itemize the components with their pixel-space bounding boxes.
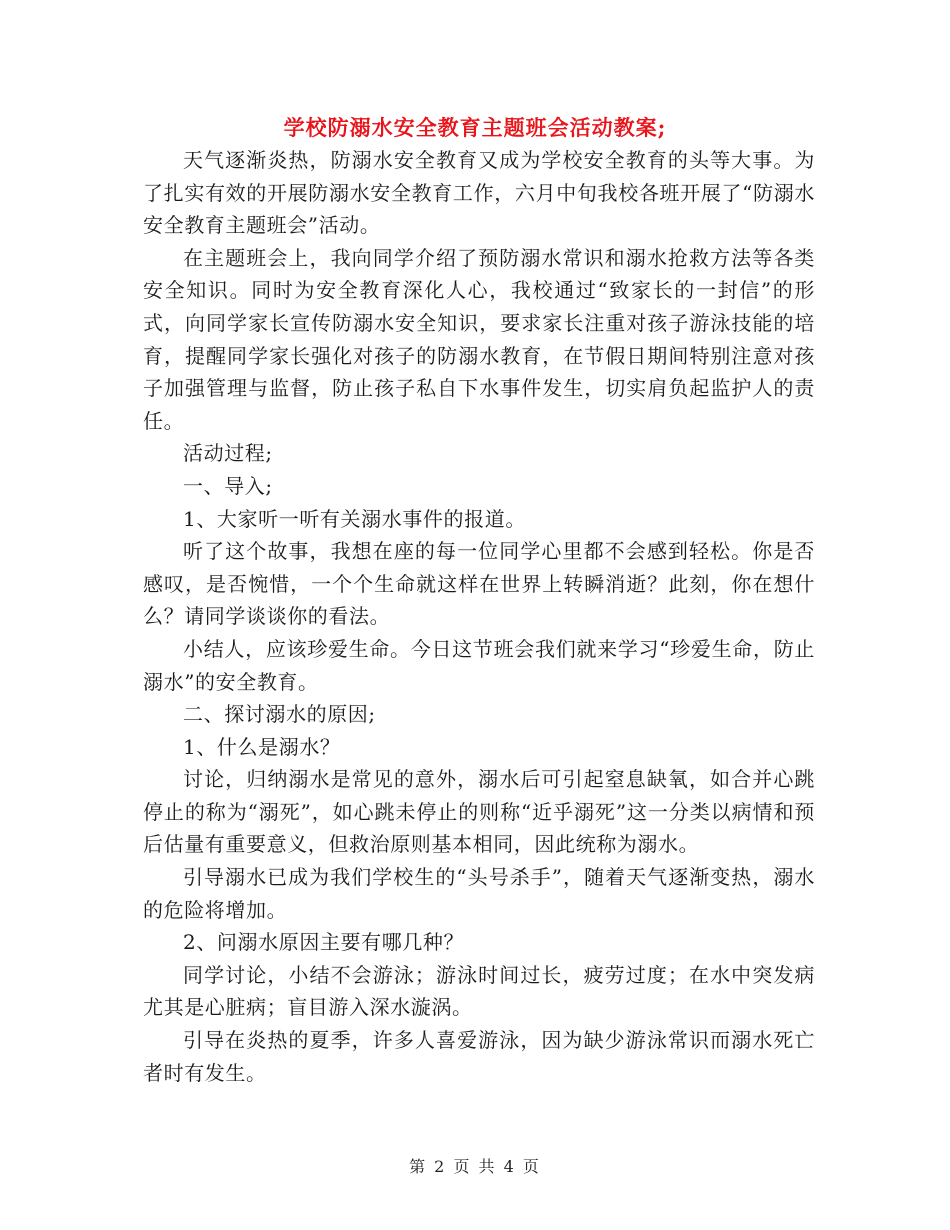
paragraph-5: 1、大家听一听有关溺水事件的报道。 <box>183 506 526 531</box>
paragraph-1: 天气逐渐炎热，防溺水安全教育又成为学校安全教育的头等大事。为了扎实有效的开展防溺水安全教育工作，六月中旬我校各班开展了“防溺水安全教育主题班会”活动。 <box>143 148 815 238</box>
paragraph-9: 1、什么是溺水？ <box>183 734 341 759</box>
paragraph-10: 讨论，归纳溺水是常见的意外，溺水后可引起窒息缺氧，如合并心跳停止的称为“溺死”，如心跳未停止的则称“近乎溺死”这一分类以病情和预后估量有重要意义，但救治原则基本相同，因此统称为溺水。 <box>143 767 815 857</box>
document-title: 学校防溺水安全教育主题班会活动教案; <box>283 115 667 140</box>
paragraph-7: 小结人，应该珍爱生命。今日这节班会我们就来学习“珍爱生命，防止溺水”的安全教育。 <box>143 636 815 694</box>
paragraph-2: 在主题班会上，我向同学介绍了预防溺水常识和溺水抢救方法等各类安全知识。同时为安全教育深化人心，我校通过“致家长的一封信”的形式，向同学家长宣传防溺水安全知识，要求家长注重对孩子游泳技能的培育，提醒同学家长强化对孩子的防溺水教育，在节假日期间特别注意对孩子加强管理与监督，防止孩子私自下水事件发生，切实肩负起监护人的责任。 <box>143 245 815 433</box>
document-body <box>143 144 815 1089</box>
paragraph-13: 同学讨论，小结不会游泳；游泳时间过长，疲劳过度；在水中突发病尤其是心脏病；盲目游入深水漩涡。 <box>143 962 815 1020</box>
paragraph-6: 听了这个故事，我想在座的每一位同学心里都不会感到轻松。你是否感叹，是否惋惜，一个个生命就这样在世界上转瞬消逝？此刻，你在想什么？请同学谈谈你的看法。 <box>143 539 815 629</box>
paragraph-14: 引导在炎热的夏季，许多人喜爱游泳，因为缺少游泳常识而溺水死亡者时有发生。 <box>143 1028 815 1085</box>
paragraph-11: 引导溺水已成为我们学校生的“头号杀手”，随着天气逐渐变热，溺水的危险将增加。 <box>143 865 815 922</box>
paragraph-3: 活动过程; <box>183 441 273 466</box>
page-number-footer: 第 2 页 共 4 页 <box>409 1157 541 1176</box>
paragraph-4: 一、导入; <box>183 473 273 498</box>
paragraph-8: 二、探讨溺水的原因; <box>183 702 376 727</box>
paragraph-12: 2、问溺水原因主要有哪几种？ <box>183 930 465 955</box>
